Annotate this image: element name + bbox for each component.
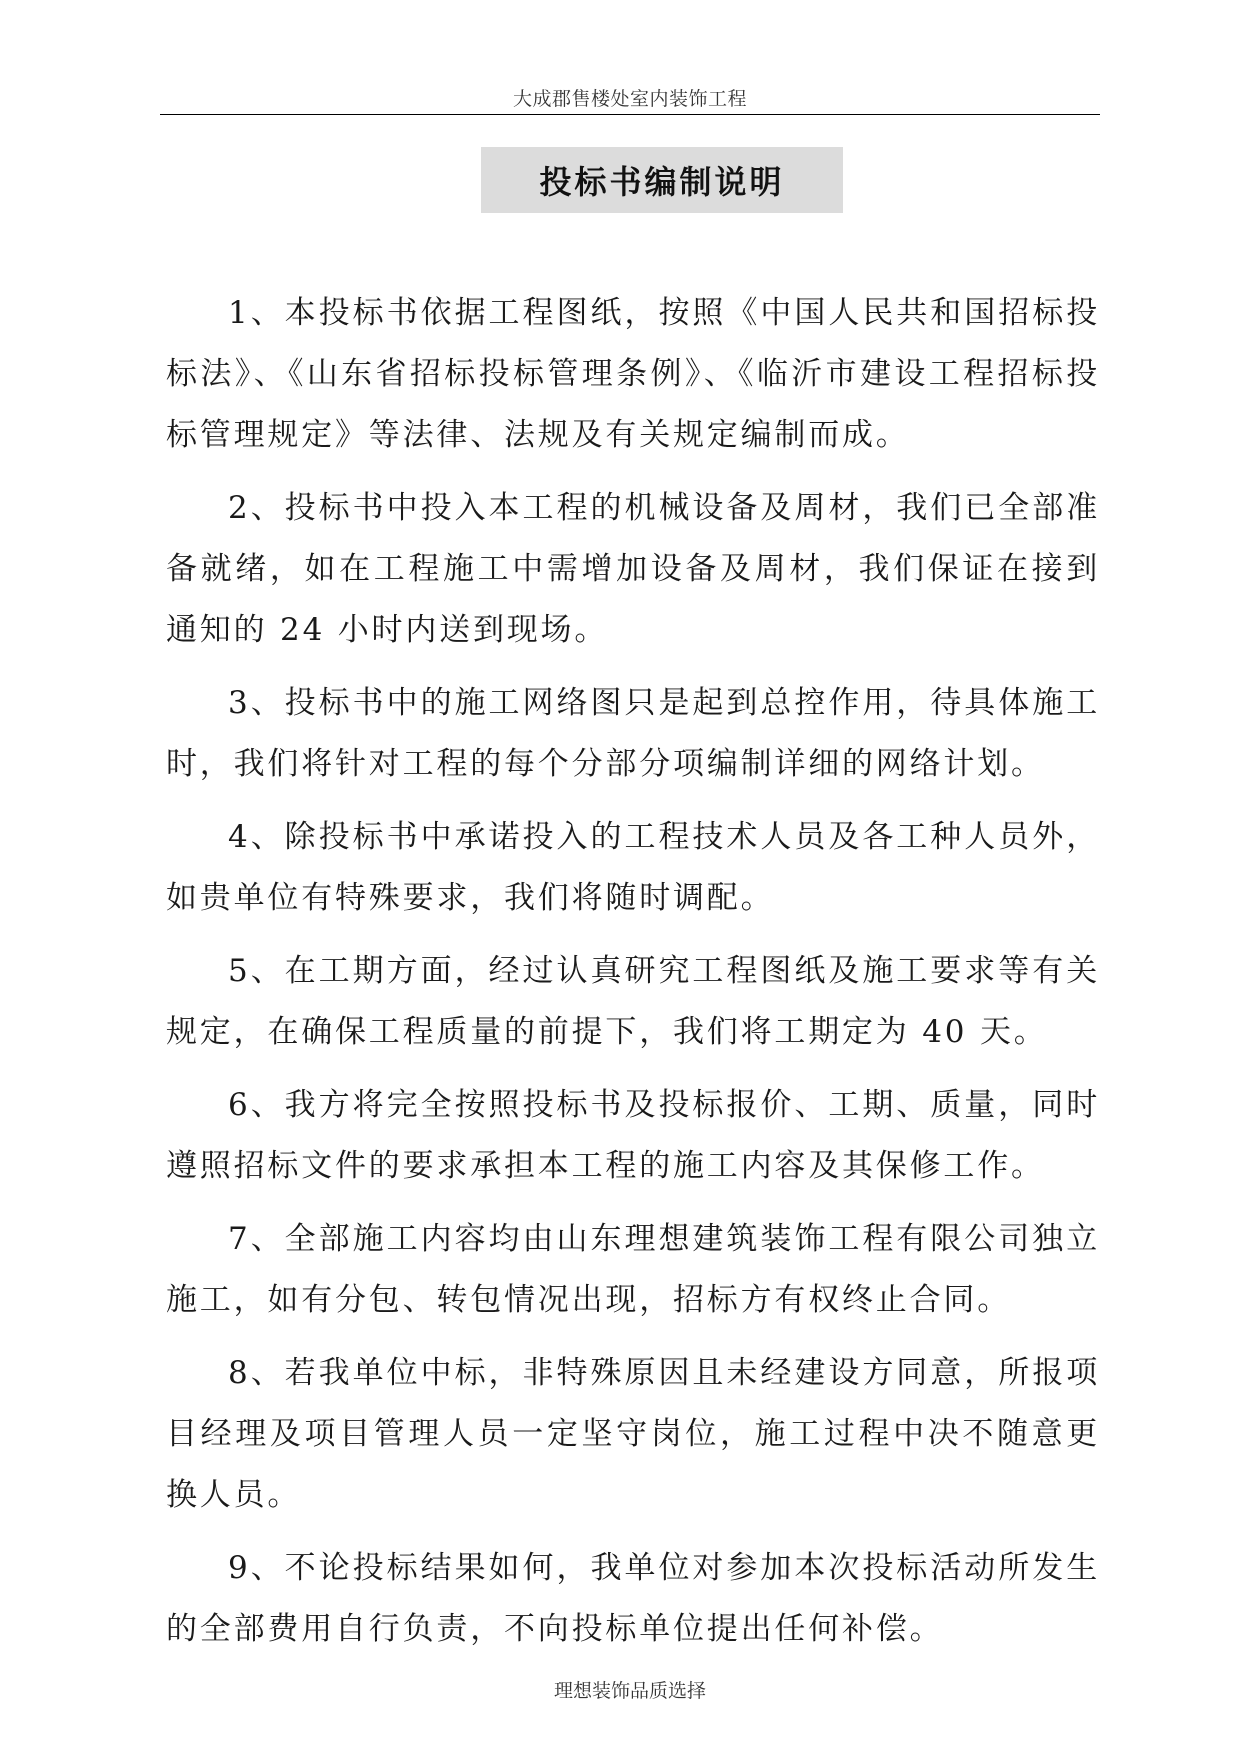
paragraph-9: 9、不论投标结果如何，我单位对参加本次投标活动所发生的全部费用自行负责，不向投标单位提出任何补偿。 xyxy=(166,1550,1100,1647)
title-box xyxy=(481,147,843,213)
running-footer: 理想装饰品质选择 xyxy=(553,1680,706,1702)
paragraph-8: 8、若我单位中标，非特殊原因且未经建设方同意，所报项目经理及项目管理人员一定坚守岗位，施工过程中决不随意更换人员。 xyxy=(166,1355,1100,1513)
header-rule xyxy=(160,114,1100,115)
paragraph-7: 7、全部施工内容均由山东理想建筑装饰工程有限公司独立施工，如有分包、转包情况出现，招标方有权终止合同。 xyxy=(166,1221,1100,1318)
paragraph-5: 5、在工期方面，经过认真研究工程图纸及施工要求等有关规定，在确保工程质量的前提下，我们将工期定为 40 天。 xyxy=(166,953,1100,1050)
paragraph-2: 2、投标书中投入本工程的机械设备及周材，我们已全部准备就绪，如在工程施工中需增加设备及周材，我们保证在接到通知的 24 小时内送到现场。 xyxy=(166,490,1100,648)
paragraph-4: 4、除投标书中承诺投入的工程技术人员及各工种人员外，如贵单位有特殊要求，我们将随时调配。 xyxy=(166,819,1100,916)
paragraph-6: 6、我方将完全按照投标书及投标报价、工期、质量，同时遵照招标文件的要求承担本工程的施工内容及其保修工作。 xyxy=(166,1087,1100,1184)
paragraph-3: 3、投标书中的施工网络图只是起到总控作用，待具体施工时，我们将针对工程的每个分部分项编制详细的网络计划。 xyxy=(166,685,1100,782)
paragraph-1: 1、本投标书依据工程图纸，按照《中国人民共和国招标投标法》、《山东省招标投标管理条例》、《临沂市建设工程招标投标管理规定》等法律、法规及有关规定编制而成。 xyxy=(166,295,1100,453)
document-title: 投标书编制说明 xyxy=(539,163,785,201)
body-text xyxy=(166,283,1100,1672)
running-header: 大成郡售楼处室内装饰工程 xyxy=(512,88,747,110)
